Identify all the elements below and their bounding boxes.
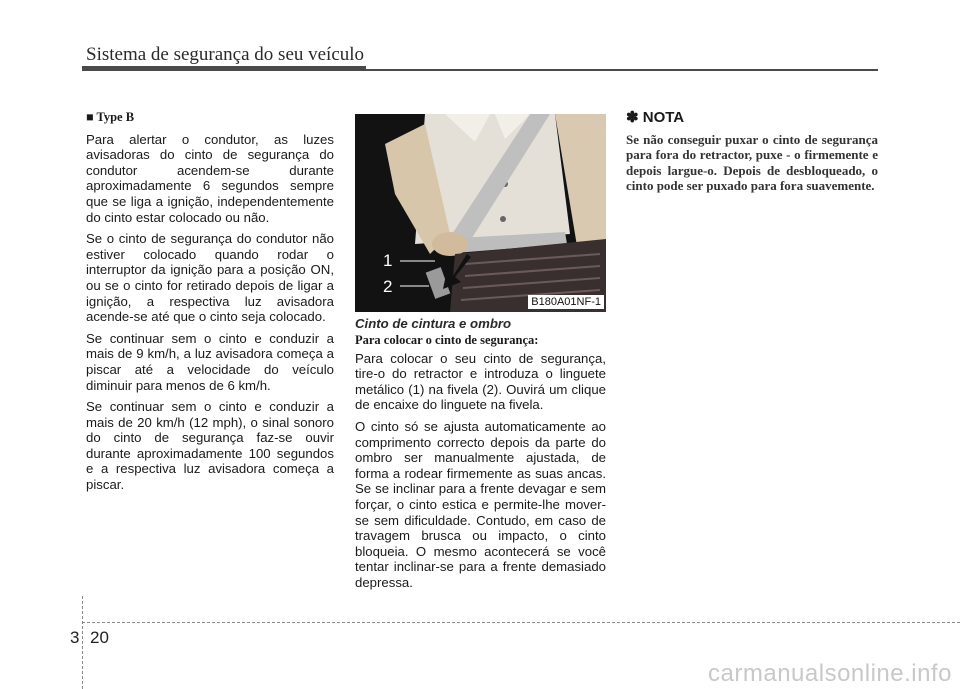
page-header-title: Sistema de segurança do seu veículo xyxy=(86,44,365,65)
figure-label-1: 1 xyxy=(383,251,393,270)
footer-rule xyxy=(82,622,960,623)
footer-vertical-rule xyxy=(82,596,83,689)
watermark: carmanualsonline.info xyxy=(708,660,952,687)
page-number: 20 xyxy=(90,628,109,647)
seatbelt-illustration xyxy=(355,114,606,312)
figure-code: B180A01NF-1 xyxy=(528,295,604,309)
paragraph: O cinto só se ajusta automaticamente ao comprimento correcto depois da parte do ombro ser manualmente ajustada, de forma a rodear firmemente as suas ancas. Se se inclinar para a frente devagar e sem forçar, o cinto estica e permite-lhe mover-se sem dificuldade. Contudo, em caso de travagem brusca ou impacto, o cinto bloqueia. O mesmo acontecerá se você tentar inclinar-se para a frente demasiado depressa. xyxy=(355,418,606,590)
header-rule-thick xyxy=(82,66,366,71)
paragraph: Para alertar o condutor, as luzes avisadoras do cinto de segurança do condutor acendem-se durante aproximadamente 6 segundos sempre que se liga a ignição, independentemente do cinto estar colocado ou não. xyxy=(86,131,334,225)
nota-box xyxy=(626,110,878,194)
nota-title: ✽ NOTA xyxy=(626,109,685,126)
seatbelt-drawing xyxy=(355,114,606,312)
left-column xyxy=(86,110,334,499)
middle-column xyxy=(355,333,606,597)
figure-caption: Cinto de cintura e ombro xyxy=(355,316,512,331)
type-heading: ■ Type B xyxy=(86,110,135,124)
paragraph: Se continuar sem o cinto e conduzir a mais de 9 km/h, a luz avisadora começa a piscar até a velocidade do veículo diminuir para menos de 6 km/h. xyxy=(86,330,334,393)
nota-body: Se não conseguir puxar o cinto de segurança para fora do retractor, puxe - o firmemente e depois largue-o. Depois de desbloqueado, o cinto pode ser puxado para fora suavemente. xyxy=(626,131,878,194)
paragraph: Se o cinto de segurança do condutor não estiver colocado quando rodar o interruptor da ignição para a posição ON, ou se o cinto for retirado depois de ligar a ignição, a respectiva luz avisadora acende-se até que o cinto seja colocado. xyxy=(86,231,334,325)
paragraph: Para colocar o seu cinto de segurança, tire-o do retractor e introduza o linguete metálico (1) na fivela (2). Ouvirá um clique de encaixe do linguete na fivela. xyxy=(355,350,606,413)
figure-label-2: 2 xyxy=(383,277,393,296)
paragraph: Se continuar sem o cinto e conduzir a mais de 20 km/h (12 mph), o sinal sonoro do cinto de segurança faz-se ouvir durante aproximadamente 100 segundos e a respectiva luz avisadora começa a piscar. xyxy=(86,399,334,493)
chapter-number: 3 xyxy=(70,628,80,647)
header-rule-thin xyxy=(366,69,878,71)
section-subheading: Para colocar o cinto de segurança: xyxy=(355,333,539,347)
